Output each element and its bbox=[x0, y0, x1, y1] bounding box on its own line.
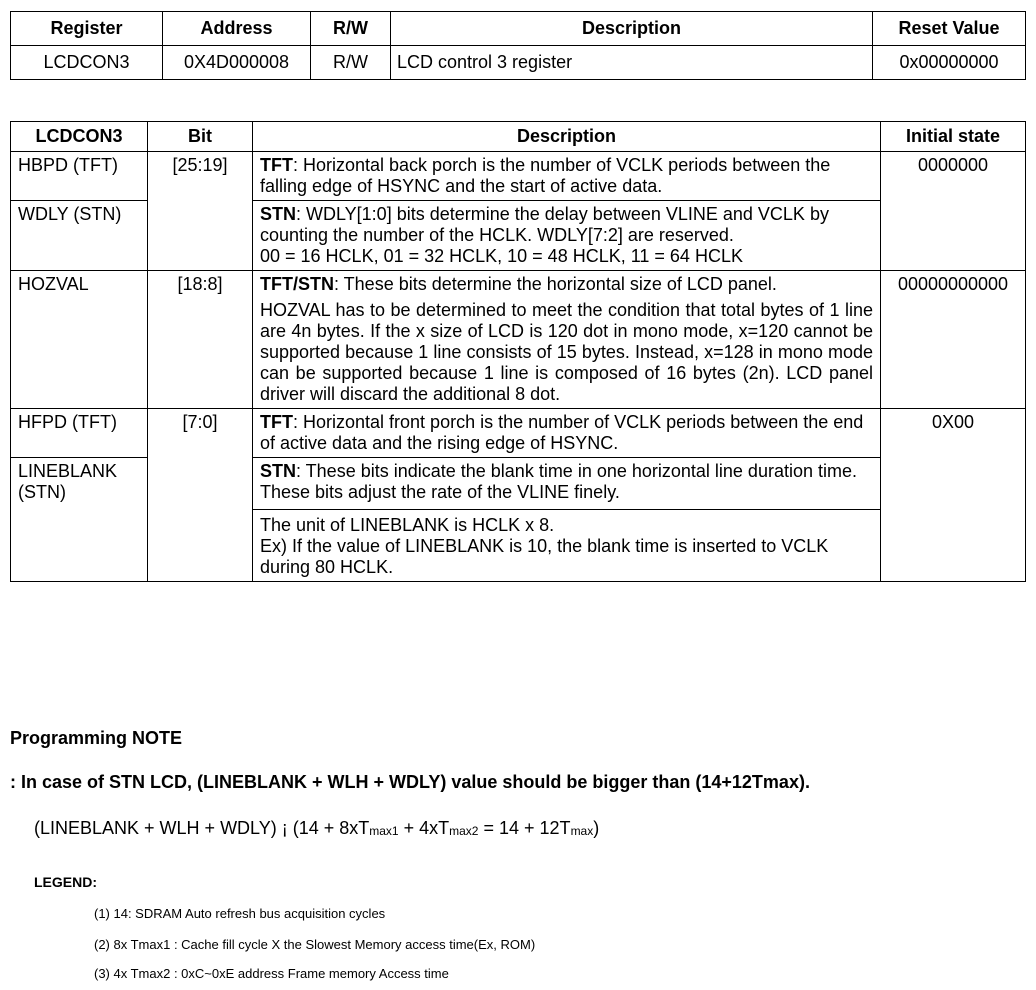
initial-hozval: 00000000000 bbox=[881, 271, 1026, 409]
bits-table-header bbox=[11, 122, 1026, 152]
header-reset-value: Reset Value bbox=[873, 12, 1026, 46]
table-row bbox=[11, 271, 1026, 409]
field-wdly: WDLY (STN) bbox=[11, 201, 148, 271]
field-hozval: HOZVAL bbox=[11, 271, 148, 409]
bit-range-hfpd: [7:0] bbox=[148, 409, 253, 582]
legend-item: (1) 14: SDRAM Auto refresh bus acquisition cycles bbox=[94, 906, 386, 921]
register-reset-value: 0x00000000 bbox=[873, 46, 1026, 80]
register-table-header bbox=[11, 12, 1026, 46]
description-lineblank: STN: These bits indicate the blank time in one horizontal line duration time. These bits adjust the rate of the VLINE finely. The unit of LINEBLANK is HCLK x 8. Ex) If the value of LINEBLANK is 10, the blank time is inserted to VCLK during 80 HCLK. bbox=[253, 458, 881, 582]
bit-range-hbpd: [25:19] bbox=[148, 152, 253, 271]
field-hfpd: HFPD (TFT) bbox=[11, 409, 148, 458]
table-row bbox=[11, 46, 1026, 80]
header-address: Address bbox=[163, 12, 311, 46]
register-address: 0X4D000008 bbox=[163, 46, 311, 80]
legend-item: (2) 8x Tmax1 : Cache fill cycle X the Slowest Memory access time(Ex, ROM) bbox=[94, 937, 536, 952]
description-divider: The unit of LINEBLANK is HCLK x 8. Ex) If the value of LINEBLANK is 10, the blank time is inserted to VCLK during 80 HCLK. bbox=[253, 509, 880, 578]
initial-hbpd: 0000000 bbox=[881, 152, 1026, 271]
header-description: Description bbox=[391, 12, 873, 46]
table-row bbox=[11, 152, 1026, 201]
initial-hfpd: 0X00 bbox=[881, 409, 1026, 582]
bit-range-hozval: [18:8] bbox=[148, 271, 253, 409]
programming-note-title: Programming NOTE bbox=[10, 728, 183, 748]
header-description: Description bbox=[253, 122, 881, 152]
legend-title: LEGEND: bbox=[34, 874, 97, 890]
description-wdly: STN: WDLY[1:0] bits determine the delay between VLINE and VCLK by counting the number of the HCLK. WDLY[7:2] are reserved. 00 = 16 HCLK, 01 = 32 HCLK, 10 = 48 HCLK, 11 = 64 HCLK bbox=[253, 201, 881, 271]
header-register: Register bbox=[11, 12, 163, 46]
legend-item: (3) 4x Tmax2 : 0xC~0xE address Frame memory Access time bbox=[94, 966, 449, 981]
header-initial-state: Initial state bbox=[881, 122, 1026, 152]
register-table bbox=[10, 11, 1026, 80]
table-row bbox=[11, 409, 1026, 458]
field-lineblank: LINEBLANK (STN) bbox=[11, 458, 148, 582]
description-hozval: TFT/STN: These bits determine the horizontal size of LCD panel. HOZVAL has to be determined to meet the condition that total bytes of 1 line are 4n bytes. If the x size of LCD is 120 dot in mono mode, x=120 cannot be supported because 1 line consists of 15 bytes. Instead, x=128 in mono mode can be supported because 1 line is composed of 16 bytes (2n). LCD panel driver will discard the additional 8 dot. bbox=[253, 271, 881, 409]
field-hbpd: HBPD (TFT) bbox=[11, 152, 148, 201]
bits-table bbox=[10, 121, 1026, 582]
programming-note-formula: (LINEBLANK + WLH + WDLY) ¡ $(14 + 8xT_{max1} + 4xT_{max2} = 14 + 12T_{max})$ bbox=[34, 818, 600, 838]
programming-note-condition: : In case of STN LCD, (LINEBLANK + WLH + WDLY) value should be bigger than (14+12Tmax). bbox=[10, 772, 810, 792]
header-rw: R/W bbox=[311, 12, 391, 46]
description-hfpd: TFT: Horizontal front porch is the number of VCLK periods between the end of active data and the rising edge of HSYNC. bbox=[253, 409, 881, 458]
register-name: LCDCON3 bbox=[11, 46, 163, 80]
description-hbpd: TFT: Horizontal back porch is the number of VCLK periods between the falling edge of HSYNC and the start of active data. bbox=[253, 152, 881, 201]
header-field: LCDCON3 bbox=[11, 122, 148, 152]
register-description: LCD control 3 register bbox=[391, 46, 873, 80]
register-rw: R/W bbox=[311, 46, 391, 80]
header-bit: Bit bbox=[148, 122, 253, 152]
